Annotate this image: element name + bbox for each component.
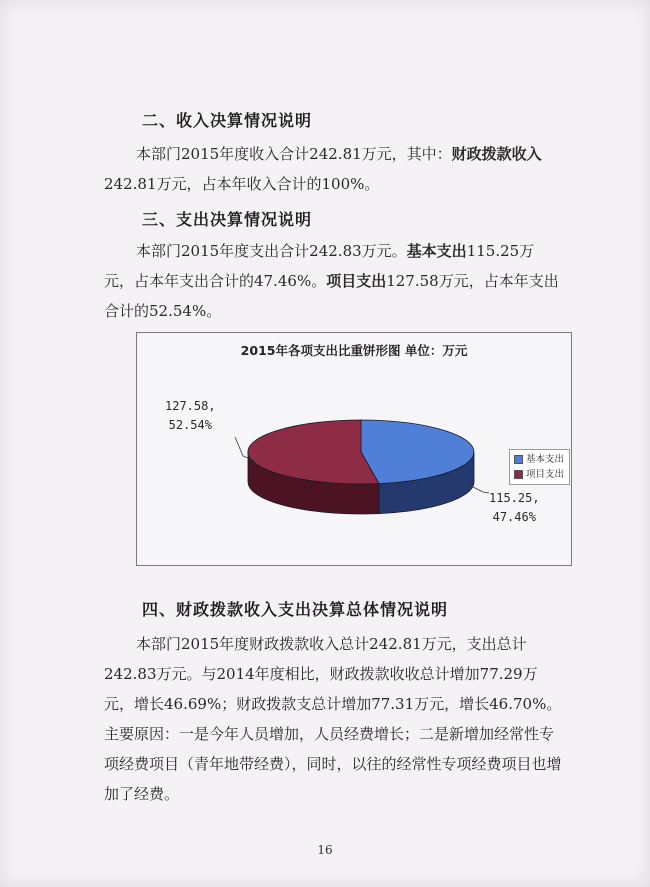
income-text-lead: 本部门2015年度收入合计242.81万元，其中： bbox=[136, 145, 452, 163]
data-label-basic bbox=[489, 489, 540, 527]
legend-label-project: 项目支出 bbox=[526, 469, 565, 480]
data-label-project-value: 127.58, bbox=[165, 399, 216, 413]
page-number: 16 bbox=[317, 843, 333, 857]
income-text-tail: 242.81万元，占本年收入合计的100%。 bbox=[104, 175, 380, 193]
data-label-project bbox=[165, 397, 216, 435]
expenditure-text-mid: 115.25万元，占本年支出合计的47.46%。 bbox=[104, 242, 535, 290]
expenditure-text-tail: 127.58万元，占本年支出合计的52.54%。 bbox=[104, 272, 559, 320]
pie-chart-svg bbox=[137, 333, 571, 565]
data-label-basic-value: 115.25, bbox=[489, 491, 540, 505]
section-heading-fiscal-overview: 四、财政拨款收入支出决算总体情况说明 bbox=[142, 600, 449, 619]
fiscal-overview-paragraph: 本部门2015年度财政拨款收入总计242.81万元，支出总计242.83万元。与2014年度相比，财政拨款收收总计增加77.29万元，增长46.69%；财政拨款支总计增加77.31万元，增长46.70%。主要原因：一是今年人员增加，人员经费增长；二是新增加经常性专项经费项目（青年地带经费），同时，以往的经常性专项经费项目也增加了经费。 bbox=[104, 635, 562, 803]
data-label-project-percent: 52.54% bbox=[168, 418, 212, 432]
data-label-basic-percent: 47.46% bbox=[492, 510, 536, 524]
pie-chart bbox=[136, 332, 572, 566]
expenditure-text-bold-basic: 基本支出 bbox=[406, 242, 467, 260]
income-paragraph bbox=[104, 139, 562, 199]
income-text-bold: 财政拨款收入 bbox=[451, 145, 542, 163]
legend-item-basic bbox=[514, 452, 564, 467]
expenditure-paragraph bbox=[104, 236, 562, 326]
legend-swatch-project bbox=[514, 470, 523, 479]
legend-item-project bbox=[514, 467, 564, 482]
legend-swatch-basic bbox=[514, 455, 523, 464]
section-heading-expenditure: 三、支出决算情况说明 bbox=[142, 210, 313, 229]
expenditure-text-bold-project: 项目支出 bbox=[326, 272, 387, 290]
expenditure-text-lead: 本部门2015年度支出合计242.83万元。 bbox=[136, 242, 407, 260]
section-heading-income: 二、收入决算情况说明 bbox=[142, 111, 313, 130]
chart-title: 2015年各项支出比重饼形图 单位：万元 bbox=[240, 343, 468, 358]
chart-legend bbox=[509, 449, 570, 485]
legend-label-basic: 基本支出 bbox=[526, 454, 565, 465]
